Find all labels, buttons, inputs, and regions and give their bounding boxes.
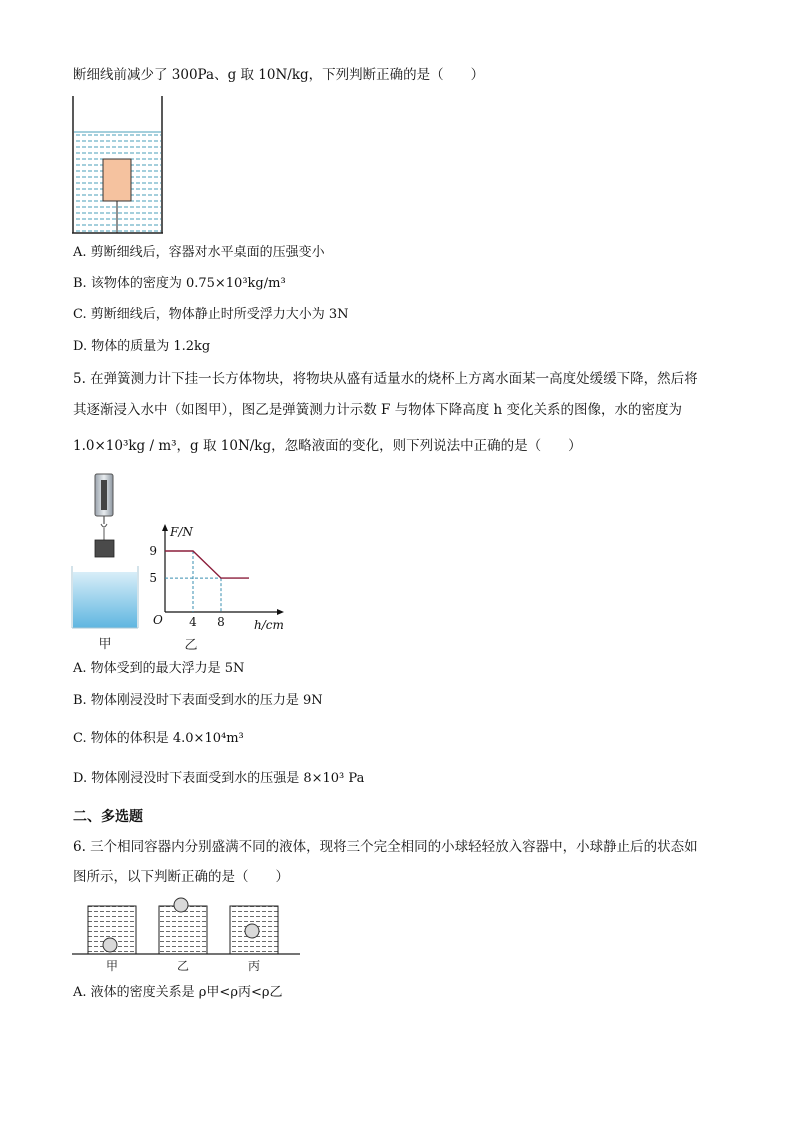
container-yi [159, 898, 207, 954]
container-bing [230, 906, 278, 954]
container-jia [88, 906, 136, 954]
q5-option-d: D. 物体刚浸没时下表面受到水的压强是 8×10³ Pa [73, 771, 365, 786]
ball-jia [103, 938, 117, 952]
y-tick-label: 9 [149, 544, 157, 558]
ball-bing [245, 924, 259, 938]
ball-yi [174, 898, 188, 912]
q5-stem-line1: 5. 在弹簧测力计下挂一长方体物块，将物块从盛有适量水的烧杯上方离水面某一高度处缓缓下降，然后将 [73, 371, 698, 387]
label-container-yi: 乙 [176, 959, 190, 973]
block [103, 159, 131, 201]
q6-stem-line1: 6. 三个相同容器内分别盛满不同的液体，现将三个完全相同的小球轻轻放入容器中，小球静止后的状态如 [73, 839, 698, 855]
chart-ylabel: F/N [170, 525, 193, 539]
spring-scale [95, 474, 113, 540]
q4-option-d: D. 物体的质量为 1.2kg [73, 339, 211, 354]
x-axis-arrow [277, 609, 284, 615]
y-tick-label: 5 [149, 571, 157, 586]
section-title: 二、多选题 [73, 809, 143, 825]
label-jia: 甲 [98, 637, 112, 652]
x-tick-label: 8 [217, 615, 225, 629]
q4-stem-tail: 断细线前减少了 300Pa、g 取 10N/kg，下列判断正确的是（ ） [73, 67, 485, 83]
q5-stem-line3: 1.0×10³kg / m³，g 取 10N/kg，忽略液面的变化，则下列说法中正确的是（ ） [73, 438, 582, 454]
q5-option-c: C. 物体的体积是 4.0×10⁴m³ [73, 731, 244, 746]
label-container-jia: 甲 [105, 959, 119, 973]
q4-container-figure [70, 96, 166, 236]
q6-stem-line2: 图所示，以下判断正确的是（ ） [73, 869, 289, 885]
q6-containers-figure [70, 894, 302, 976]
q6-option-a: A. 液体的密度关系是 ρ甲<ρ丙<ρ乙 [73, 985, 283, 1000]
q4-option-b: B. 该物体的密度为 0.75×10³kg/m³ [73, 276, 286, 291]
series-line-F [165, 551, 249, 578]
q5-figure-jia [68, 468, 144, 654]
label-yi: 乙 [184, 638, 198, 653]
weight-block [95, 540, 114, 557]
q4-option-c: C. 剪断细线后，物体静止时所受浮力大小为 3N [73, 307, 349, 322]
chart-origin: O [153, 613, 163, 627]
y-axis-arrow [162, 524, 168, 531]
q5-option-b: B. 物体刚浸没时下表面受到水的压力是 9N [73, 693, 323, 708]
q4-option-a: A. 剪断细线后，容器对水平桌面的压强变小 [73, 245, 325, 260]
beaker [72, 566, 138, 628]
chart-xlabel: h/cm [254, 618, 284, 632]
label-container-bing: 丙 [247, 959, 261, 973]
q5-stem-line2: 其逐渐浸入水中（如图甲），图乙是弹簧测力计示数 F 与物体下降高度 h 变化关系的图像，水的密度为 [73, 402, 682, 418]
q5-chart [145, 520, 290, 654]
q5-option-a: A. 物体受到的最大浮力是 5N [73, 661, 245, 676]
x-tick-label: 4 [189, 615, 197, 629]
